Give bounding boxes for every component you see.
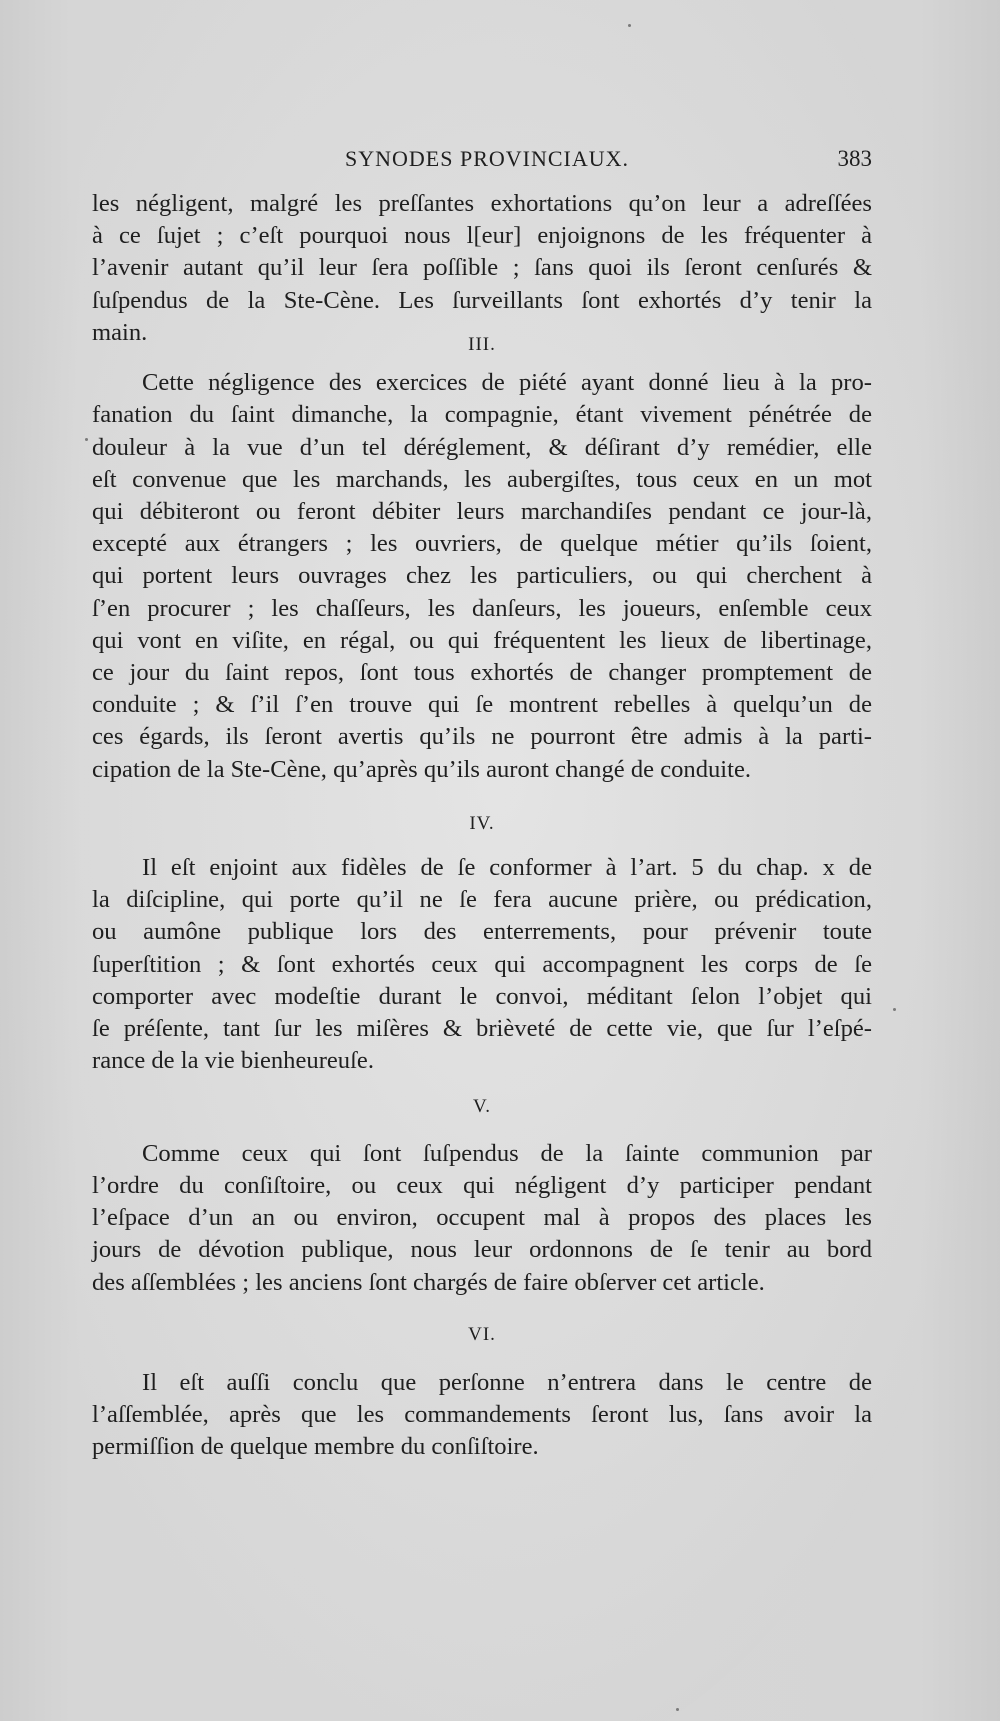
- page-number: 383: [837, 146, 872, 171]
- text-line: comporter avec modeſtie durant le convoi, méditant ſelon l’objet qui: [92, 982, 872, 1010]
- text-line: à ce ſujet ; c’eſt pourquoi nous l[eur] enjoignons de les fréquenter à: [92, 222, 872, 250]
- text-line: ces égards, ils ſeront avertis qu’ils ne pourront être admis à la parti-: [92, 723, 872, 751]
- text-line: douleur à la vue d’un tel déréglement, & déſirant d’y remédier, elle: [92, 433, 872, 461]
- text-line: l’eſpace d’un an ou environ, occupent mal à propos des places les: [92, 1204, 872, 1232]
- text-line: Comme ceux qui ſont ſuſpendus de la ſainte communion par: [142, 1139, 872, 1167]
- text-line: rance de la vie bienheureuſe.: [92, 1047, 374, 1075]
- paper-speck: [628, 24, 631, 27]
- text-line: eſt convenue que les marchands, les aubergiſtes, tous ceux en un mot: [92, 465, 872, 493]
- text-line: excepté aux étrangers ; les ouvriers, de quelque métier qu’ils ſoient,: [92, 530, 872, 558]
- paragraph-continued: [92, 188, 872, 349]
- text-line: qui vont en viſite, en régal, ou qui fréquentent les lieux de libertinage,: [92, 626, 872, 654]
- text-line: permiſſion de quelque membre du conſiſtoire.: [92, 1433, 539, 1461]
- text-line: les négligent, malgré les preſſantes exhortations qu’on leur a adreſſées: [92, 190, 872, 217]
- text-line: ſuperſtition ; & ſont exhortés ceux qui accompagnent les corps de ſe: [92, 950, 872, 978]
- paragraph-v: [92, 1138, 872, 1299]
- paragraph-iv: [92, 852, 872, 1077]
- section-number-iii: III.: [468, 334, 496, 356]
- text-line: l’avenir autant qu’il leur ſera poſſible ; ſans quoi ils ſeront cenſurés &: [92, 254, 872, 282]
- text-line: ou aumône publique lors des enterrements, pour prévenir toute: [92, 918, 872, 946]
- paragraph-vi: [92, 1367, 872, 1464]
- text-line: main.: [92, 318, 148, 346]
- text-line: qui débiteront ou feront débiter leurs marchandiſes pendant ce jour-là,: [92, 498, 872, 526]
- text-line: ſ’en procurer ; les chaſſeurs, les danſeurs, les joueurs, enſemble ceux: [92, 594, 872, 622]
- text-line: conduite ; & ſ’il ſ’en trouve qui ſe montrent rebelles à quelqu’un de: [92, 691, 872, 719]
- text-line: ce jour du ſaint repos, ſont tous exhortés de changer promptement de: [92, 659, 872, 687]
- text-line: Il eſt enjoint aux fidèles de ſe conformer à l’art. 5 du chap. x de: [142, 854, 872, 882]
- text-line: cipation de la Ste-Cène, qu’après qu’ils auront changé de conduite.: [92, 755, 752, 783]
- section-number-v: V.: [472, 1096, 492, 1118]
- text-line: l’aſſemblée, après que les commandements ſeront lus, ſans avoir la: [92, 1401, 872, 1429]
- text-line: Cette négligence des exercices de piété ayant donné lieu à la pro-: [142, 369, 872, 397]
- text-line: fanation du ſaint dimanche, la compagnie, étant vivement pénétrée de: [92, 401, 872, 429]
- text-line: qui portent leurs ouvrages chez les particuliers, ou qui cherchent à: [92, 562, 872, 590]
- paragraph-iii: [92, 367, 872, 786]
- body-text: [92, 188, 872, 1464]
- text-line: des aſſemblées ; les anciens ſont chargés de faire obſerver cet article.: [92, 1268, 765, 1296]
- text-line: jours de dévotion publique, nous leur ordonnons de ſe tenir au bord: [92, 1236, 872, 1264]
- running-title: SYNODES PROVINCIAUX.: [345, 146, 630, 171]
- text-line: Il eſt auſſi conclu que perſonne n’entrera dans le centre de: [142, 1368, 872, 1396]
- text-line: l’ordre du conſiſtoire, ou ceux qui négligent d’y participer pendant: [92, 1171, 872, 1199]
- text-line: ſuſpendus de la Ste-Cène. Les ſurveillants ſont exhortés d’y tenir la: [92, 286, 872, 314]
- text-line: ſe préſente, tant ſur les miſères & brièveté de cette vie, que ſur l’eſpé-: [92, 1015, 872, 1043]
- paper-speck: [85, 438, 88, 441]
- section-number-iv: IV.: [469, 812, 495, 834]
- paper-speck: [893, 1008, 896, 1011]
- paper-speck: [676, 1708, 679, 1711]
- text-line: la diſcipline, qui porte qu’il ne ſe fera aucune prière, ou prédication,: [92, 886, 872, 914]
- running-head: [92, 146, 872, 176]
- section-number-vi: VI.: [468, 1323, 496, 1345]
